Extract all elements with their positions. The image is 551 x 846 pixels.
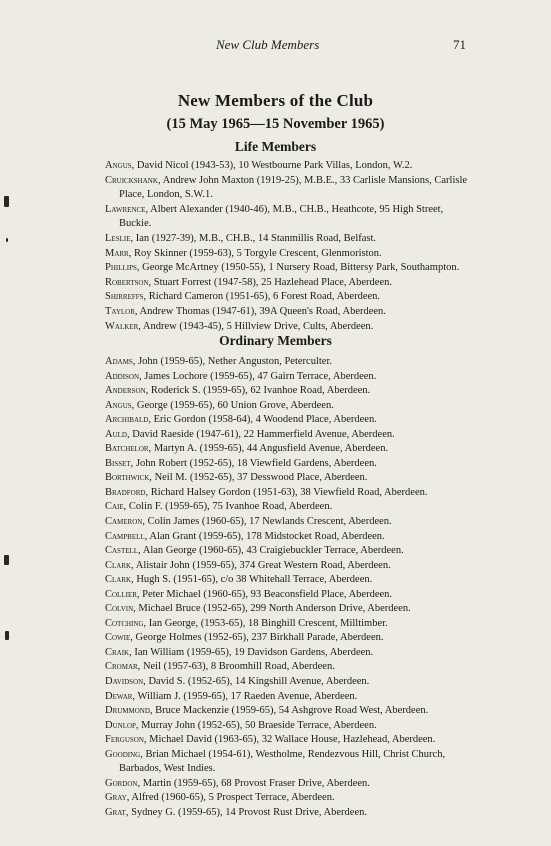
- member-entry: [105, 203, 475, 232]
- member-details: Brian Michael (1954-61), Westholme, Rendezvous Hill, Christ Church, Barbados, West Indies.: [119, 748, 446, 775]
- member-details: Eric Gordon (1958-64), 4 Woodend Place, Aberdeen.: [151, 414, 377, 426]
- margin-ink-mark: [5, 631, 9, 640]
- member-entry: [105, 320, 475, 335]
- member-surname: Collier,: [105, 588, 140, 600]
- member-entry: [105, 159, 475, 174]
- member-surname: Gray,: [105, 792, 130, 804]
- member-entry: [105, 660, 475, 675]
- member-surname: Craik,: [105, 646, 132, 658]
- member-surname: Lawrence,: [105, 203, 149, 215]
- member-surname: Cowie,: [105, 632, 133, 644]
- member-surname: Batchelor,: [105, 443, 152, 455]
- member-entry: [105, 631, 475, 646]
- member-entry: [105, 355, 475, 370]
- member-details: David Raeside (1947-61), 22 Hammerfield Avenue, Aberdeen.: [129, 428, 395, 440]
- page-title: New Members of the Club: [177, 91, 374, 110]
- member-entry: [105, 232, 475, 247]
- member-entry: [105, 690, 475, 705]
- member-details: Roy Skinner (1959-63), 5 Torgyle Crescent, Glenmoriston.: [131, 247, 382, 259]
- member-entry: [105, 748, 475, 777]
- member-surname: Borthwick,: [105, 472, 152, 484]
- member-surname: Clark,: [105, 574, 134, 586]
- member-entry: [105, 559, 475, 574]
- member-details: Martyn A. (1959-65), 44 Angusfield Avenue, Aberdeen.: [151, 443, 389, 455]
- member-entry: [105, 777, 475, 792]
- member-surname: Phillips,: [105, 262, 140, 274]
- member-details: John Robert (1952-65), 18 Viewfield Gardens, Aberdeen.: [133, 457, 377, 469]
- member-surname: Archibald,: [105, 414, 151, 426]
- member-surname: Cameron,: [105, 516, 145, 528]
- date-range-subtitle: (15 May 1965—15 November 1965): [166, 116, 385, 132]
- member-surname: Cotching,: [105, 617, 147, 629]
- member-details: David Nicol (1943-53), 10 Westbourne Park Villas, London, W.2.: [134, 160, 413, 171]
- member-entry: [105, 588, 475, 603]
- member-surname: Gordon,: [105, 777, 141, 789]
- member-surname: Campbell,: [105, 530, 148, 542]
- member-details: Ian (1927-39), M.B., CH.B., 14 Stanmillis Road, Belfast.: [133, 232, 377, 244]
- margin-ink-mark: [4, 196, 9, 207]
- member-entry: [105, 515, 475, 530]
- member-entry: [105, 733, 475, 748]
- member-surname: Davidson,: [105, 676, 146, 688]
- member-entry: [105, 399, 475, 414]
- member-details: Ian George, (1953-65), 18 Binghill Crescent, Milltimber.: [146, 617, 388, 629]
- member-surname: Leslie,: [105, 232, 134, 244]
- member-details: Andrew John Maxton (1919-25), M.B.E., 33 Carlisle Mansions, Carlisle Place, London, S.W.1.: [119, 174, 468, 201]
- member-entry: [105, 471, 475, 486]
- member-details: Stuart Forrest (1947-58), 25 Hazlehead Place, Aberdeen.: [151, 276, 392, 288]
- member-entry: [105, 305, 475, 320]
- member-entry: [105, 261, 475, 276]
- member-details: Albert Alexander (1940-46), M.B., CH.B., Heathcote, 95 High Street, Buckie.: [119, 203, 444, 230]
- member-details: Alan Grant (1959-65), 178 Midstocket Road, Aberdeen.: [147, 530, 385, 542]
- member-surname: Caie,: [105, 501, 127, 513]
- member-details: George Holmes (1952-65), 237 Birkhall Parade, Aberdeen.: [132, 632, 384, 644]
- member-details: Sydney G. (1959-65), 14 Provost Rust Drive, Aberdeen.: [128, 806, 367, 818]
- member-details: Murray John (1952-65), 50 Braeside Terrace, Aberdeen.: [138, 719, 377, 731]
- member-surname: Addison,: [105, 370, 142, 382]
- member-details: Peter Michael (1960-65), 93 Beaconsfield Place, Aberdeen.: [139, 588, 393, 600]
- member-entry: [105, 290, 475, 305]
- life-members-list: [105, 159, 475, 334]
- member-details: Michael David (1963-65), 32 Wallace House, Hazlehead, Aberdeen.: [146, 734, 436, 746]
- member-entry: [105, 704, 475, 719]
- member-surname: Dewar,: [105, 690, 136, 702]
- member-details: George (1959-65), 60 Union Grove, Aberdeen.: [134, 399, 334, 411]
- member-surname: Dunlop,: [105, 719, 139, 731]
- member-surname: Cromar,: [105, 661, 141, 673]
- member-details: Richard Cameron (1951-65), 6 Forest Road, Aberdeen.: [146, 291, 381, 303]
- member-entry: [105, 573, 475, 588]
- member-entry: [105, 646, 475, 661]
- member-surname: Marr,: [105, 247, 132, 259]
- member-details: Richard Halsey Gordon (1951-63), 38 Viewfield Road, Aberdeen.: [148, 486, 428, 498]
- member-surname: Taylor,: [105, 305, 138, 317]
- member-surname: Drummond,: [105, 705, 153, 717]
- member-entry: [105, 428, 475, 443]
- member-entry: [105, 719, 475, 734]
- member-surname: Adams,: [105, 356, 136, 367]
- member-details: James Lochore (1959-65), 47 Gairn Terrace, Aberdeen.: [141, 370, 377, 382]
- member-details: Alan George (1960-65), 43 Craigiebuckler Terrace, Aberdeen.: [140, 545, 404, 557]
- member-details: Alistair John (1959-65), 374 Great Western Road, Aberdeen.: [133, 559, 391, 571]
- member-surname: Ferguson,: [105, 734, 147, 746]
- member-details: Martin (1959-65), 68 Provost Fraser Drive, Aberdeen.: [140, 777, 370, 789]
- running-title: New Club Members: [216, 37, 320, 52]
- member-surname: Gooding,: [105, 748, 143, 760]
- member-details: David S. (1952-65), 14 Kingshill Avenue, Aberdeen.: [145, 676, 370, 688]
- member-entry: [105, 384, 475, 399]
- member-details: Michael Bruce (1952-65), 299 North Anderson Drive, Aberdeen.: [135, 603, 411, 615]
- member-details: Bruce Mackenzie (1959-65), 54 Ashgrove Road West, Aberdeen.: [152, 705, 429, 717]
- member-surname: Anderson,: [105, 385, 149, 397]
- member-surname: Angus,: [105, 160, 135, 171]
- member-entry: [105, 486, 475, 501]
- member-details: Ian William (1959-65), 19 Davidson Gardens, Aberdeen.: [131, 646, 374, 658]
- member-entry: [105, 442, 475, 457]
- running-head: [0, 37, 551, 53]
- member-entry: [105, 602, 475, 617]
- member-surname: Cruickshank,: [105, 174, 161, 186]
- member-entry: [105, 174, 475, 203]
- member-entry: [105, 247, 475, 262]
- ordinary-members-list: [105, 355, 475, 821]
- page-number: 71: [453, 37, 466, 52]
- member-entry: [105, 413, 475, 428]
- member-entry: [105, 370, 475, 385]
- life-members-heading: Life Members: [234, 139, 317, 154]
- member-details: Colin James (1960-65), 17 Newlands Crescent, Aberdeen.: [144, 516, 392, 528]
- member-entry: [105, 457, 475, 472]
- member-surname: Grat,: [105, 806, 129, 818]
- member-surname: Auld,: [105, 428, 130, 440]
- member-details: Alfred (1960-65), 5 Prospect Terrace, Aberdeen.: [129, 792, 335, 804]
- member-details: Andrew (1943-45), 5 Hillview Drive, Cults, Aberdeen.: [140, 320, 374, 332]
- member-details: John (1959-65), Nether Anguston, Peterculter.: [135, 356, 332, 367]
- member-surname: Angus,: [105, 399, 135, 411]
- member-details: George McArtney (1950-55), 1 Nursery Road, Bittersy Park, Southampton.: [139, 262, 460, 274]
- member-surname: Shirreffs,: [105, 291, 147, 303]
- member-entry: [105, 675, 475, 690]
- member-details: Roderick S. (1959-65), 62 Ivanhoe Road, Aberdeen.: [148, 385, 371, 397]
- member-entry: [105, 500, 475, 515]
- member-entry: [105, 806, 475, 821]
- member-details: Andrew Thomas (1947-61), 39A Queen's Road, Aberdeen.: [137, 305, 386, 317]
- member-entry: [105, 617, 475, 632]
- member-entry: [105, 791, 475, 806]
- member-entry: [105, 544, 475, 559]
- member-surname: Castell,: [105, 545, 141, 557]
- member-entry: [105, 530, 475, 545]
- member-details: Hugh S. (1951-65), c/o 38 Whitehall Terrace, Aberdeen.: [133, 574, 373, 586]
- member-surname: Bradford,: [105, 486, 149, 498]
- member-details: Colin F. (1959-65), 75 Ivanhoe Road, Aberdeen.: [126, 501, 333, 513]
- margin-ink-mark: [6, 238, 8, 242]
- member-surname: Robertson,: [105, 276, 152, 288]
- member-surname: Bisset,: [105, 457, 134, 469]
- member-entry: [105, 276, 475, 291]
- member-details: William J. (1959-65), 17 Raeden Avenue, Aberdeen.: [135, 690, 358, 702]
- margin-ink-mark: [4, 555, 9, 565]
- member-surname: Colvin,: [105, 603, 136, 615]
- member-surname: Walker,: [105, 320, 141, 332]
- member-details: Neil (1957-63), 8 Broomhill Road, Aberdeen.: [140, 661, 335, 673]
- member-surname: Clark,: [105, 559, 134, 571]
- member-details: Neil M. (1952-65), 37 Desswood Place, Aberdeen.: [151, 472, 368, 484]
- ordinary-members-heading: Ordinary Members: [219, 333, 332, 348]
